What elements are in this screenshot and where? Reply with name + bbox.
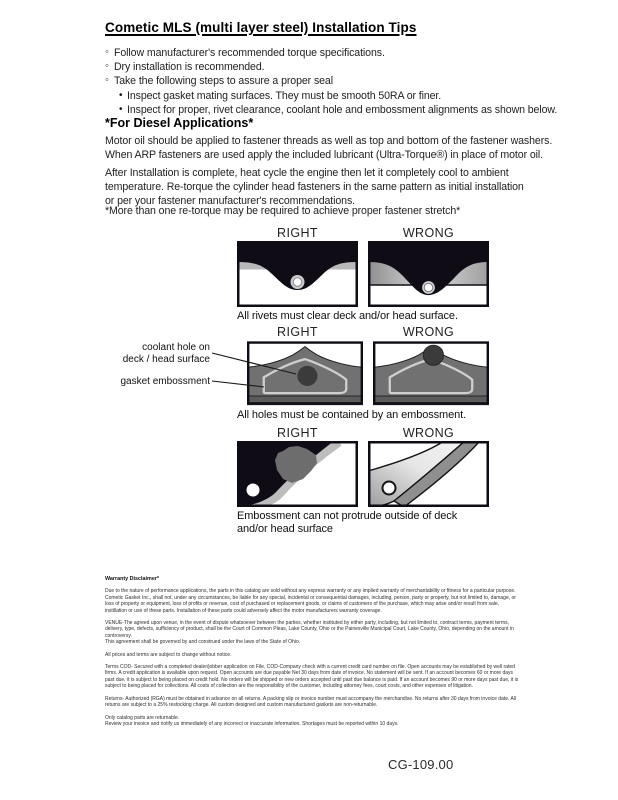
- sub-bullet-item: • Inspect for proper, rivet clearance, coolant hole and embossment alignments as shown below.: [127, 103, 557, 117]
- figure1-wrong-panel-illustration: [368, 241, 489, 307]
- figure-hole-embossment: [120, 325, 489, 422]
- figure1-right-panel-illustration: [237, 241, 358, 307]
- disclaimer-paragraph: VENUE-The agreed upon venue, in the event of dispute whatsoever between the parties, whether instituted by either party, including, but not limited to, contract terms, payment terms, delivery, type, defects, sufficiency of product, shall be the Court of Common Pleas, Lake County, Ohio or the Painesville Municipal Court, Lake County, Ohio, depending on the amount in controversy.: [105, 620, 514, 639]
- bullet-item: ◦ Follow manufacturer's recommended torque specifications.: [114, 46, 557, 60]
- figure3-right-panel-illustration: [237, 441, 358, 507]
- coolant-hole-annotation: coolant hole on deck / head surface: [122, 342, 210, 365]
- figure2-wrong-panel-illustration: [373, 340, 489, 406]
- disclaimer-paragraph: All prices and terms are subject to change without notice.: [105, 651, 232, 658]
- disclaimer-paragraph: Due to the nature of performance applications, the parts in this catalog are sold without any express warranty or any implied warranty of merchantability or fitness for a particular purpose. Cometic Gasket Inc., shall not, under any circumstances, be liable for any special, incidental or consequential damages, including, person, party or property, but not limited to, damage, or loss of property or equipment, loss of profits or revenue, cost of purchased or replacement goods, or claims of customers of the purchase, which may arise and/or result from sale, instillation or use of these parts. Installation of these parts could adversely affect the motor manufacturers warranty coverage.: [105, 588, 516, 614]
- diesel-paragraph-1: Motor oil should be applied to fastener threads as well as top and bottom of the fastener washers. When ARP fasteners are used apply the included lubricant (Ultra-Torque®) in place of motor oil.: [105, 135, 553, 161]
- disclaimer-paragraph: Review your invoice and notify us immediately of any incorrect or inaccurate information. Shortages must be reported within 10 days.: [105, 720, 399, 727]
- figure3-wrong-panel-illustration: [368, 441, 489, 507]
- gasket-embossment-annotation: gasket embossment: [120, 376, 210, 387]
- figure1-caption: All rivets must clear deck and/or head surface.: [237, 310, 458, 322]
- figure2-right-panel-illustration: [247, 340, 363, 406]
- disclaimer-paragraph: Terms COD- Secured with a completed dealer/jobber application on File, COD-Company check with a current credit card number on file. Open accounts may be established by well rated firms. A credit application is available upon request. Open accounts are due payable Net 30 days from date of invoice. No statement will be sent. If an account becomes 60 or more days past due, it is subject to being placed on credit hold. No orders will be shipped or new orders accepted until past due balance is paid. If an account becomes 90 or more days past due, it is subject to being placed for collections. All costs of collection are the responsibility of the customer, including attorney fees, court costs, and other expenses of litigation.: [105, 664, 519, 690]
- disclaimer-paragraph: Returns- Authorized (RGA) must be obtained in advance on all returns. A packing slip or invoice number must accompany the merchandise. No returns after 30 days from invoice date. All returns are subject to a 25% restocking charge. All custom designed and custom manufactured gaskets are non-returnable.: [105, 695, 517, 709]
- figure3-wrong-label: WRONG: [402, 426, 455, 440]
- disclaimer-paragraph: This agreement shall be governed by and construed under the laws of the State of Ohio.: [105, 639, 301, 646]
- page-title: Cometic MLS (multi layer steel) Installation Tips: [105, 20, 417, 35]
- figure2-wrong-label: WRONG: [402, 325, 455, 339]
- warranty-disclaimer: [105, 576, 521, 727]
- figure1-right-label: RIGHT: [277, 226, 318, 240]
- diesel-section-heading: *For Diesel Applications*: [105, 116, 254, 130]
- diesel-paragraph-2: After Installation is complete, heat cycle the engine then let it completely cool to ambient temperature. Re-torque the cylinder head fasteners in the same pattern as initial installation or per your fastener manufacturer's recommendations.: [105, 167, 524, 207]
- figure1-wrong-label: WRONG: [402, 226, 455, 240]
- tips-bullet-list: [105, 46, 557, 117]
- figure-embossment-protrusion: [237, 426, 489, 536]
- sub-bullet-item: • Inspect gasket mating surfaces. They must be smooth 50RA or finer.: [127, 89, 557, 103]
- figure2-caption: All holes must be contained by an embossment.: [237, 409, 467, 421]
- disclaimer-heading: Warranty Disclaimer*: [105, 576, 160, 582]
- bullet-item: ◦ Take the following steps to assure a proper seal: [114, 74, 557, 88]
- page-code: CG-109.00: [388, 757, 454, 772]
- figure2-right-label: RIGHT: [277, 325, 318, 339]
- figure3-caption: Embossment can not protrude outside of deck and/or head surface: [237, 510, 458, 535]
- bullet-item: ◦ Dry installation is recommended.: [114, 60, 557, 74]
- retorque-note: *More than one re-torque may be required to achieve proper fastener stretch*: [105, 205, 461, 217]
- figure3-right-label: RIGHT: [277, 426, 318, 440]
- disclaimer-paragraph: Only catalog parts are returnable.: [105, 714, 180, 721]
- figure-rivet-clearance: [237, 226, 489, 323]
